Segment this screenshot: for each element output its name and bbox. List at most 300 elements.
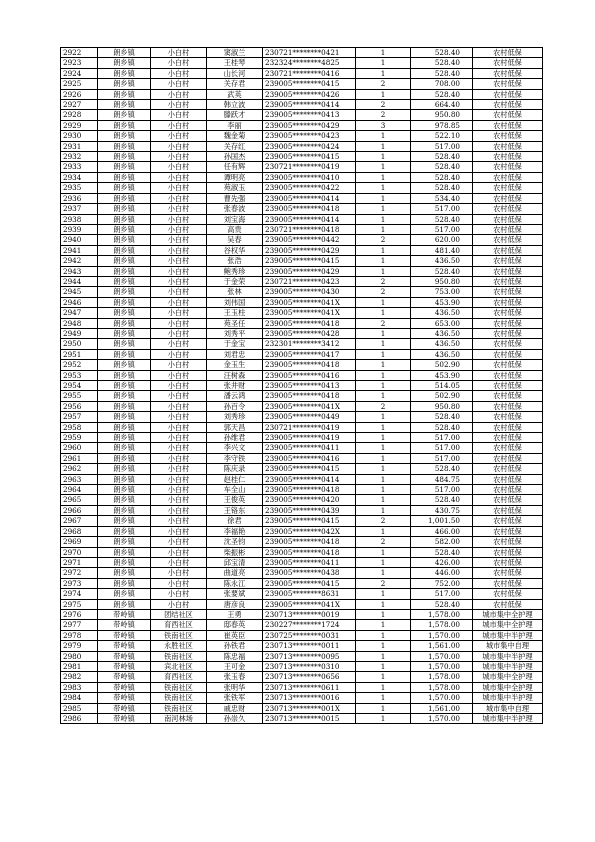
amount-cell: 528.40 xyxy=(411,68,473,78)
amount-cell: 1,570.00 xyxy=(411,661,473,671)
town-cell: 朗乡镇 xyxy=(98,58,151,68)
amount-cell: 453.90 xyxy=(411,370,473,380)
town-cell: 朗乡镇 xyxy=(98,287,151,297)
village-cell: 铁南社区 xyxy=(151,703,207,713)
row-number: 2934 xyxy=(61,172,98,182)
name-cell: 刘宝海 xyxy=(207,214,263,224)
town-cell: 朗乡镇 xyxy=(98,110,151,120)
name-cell: 刘秀平 xyxy=(207,328,263,338)
id-number-cell: 239005********0411 xyxy=(263,443,356,453)
amount-cell: 517.00 xyxy=(411,485,473,495)
town-cell: 朗乡镇 xyxy=(98,391,151,401)
town-cell: 带岭镇 xyxy=(98,703,151,713)
household-count-cell: 1 xyxy=(356,620,411,630)
amount-cell: 1,570.00 xyxy=(411,630,473,640)
household-count-cell: 2 xyxy=(356,235,411,245)
category-cell: 农村低保 xyxy=(473,453,543,463)
name-cell: 李丽 xyxy=(207,120,263,130)
town-cell: 带岭镇 xyxy=(98,620,151,630)
household-count-cell: 1 xyxy=(356,412,411,422)
name-cell: 韩立波 xyxy=(207,100,263,110)
village-cell: 小白村 xyxy=(151,422,207,432)
town-cell: 朗乡镇 xyxy=(98,100,151,110)
category-cell: 农村低保 xyxy=(473,578,543,588)
town-cell: 朗乡镇 xyxy=(98,214,151,224)
town-cell: 带岭镇 xyxy=(98,714,151,724)
household-count-cell: 1 xyxy=(356,172,411,182)
id-number-cell: 230721********0419 xyxy=(263,162,356,172)
name-cell: 滕跃才 xyxy=(207,110,263,120)
row-number: 2985 xyxy=(61,703,98,713)
village-cell: 永胜社区 xyxy=(151,641,207,651)
village-cell: 小白村 xyxy=(151,110,207,120)
table-row xyxy=(61,58,543,68)
table-row xyxy=(61,391,543,401)
category-cell: 农村低保 xyxy=(473,224,543,234)
name-cell: 陈永江 xyxy=(207,578,263,588)
table-row xyxy=(61,599,543,609)
name-cell: 李福艳 xyxy=(207,526,263,536)
row-number: 2944 xyxy=(61,276,98,286)
household-count-cell: 1 xyxy=(356,48,411,58)
id-number-cell: 239005********0415 xyxy=(263,256,356,266)
category-cell: 城市集中全护理 xyxy=(473,609,543,619)
amount-cell: 528.40 xyxy=(411,214,473,224)
village-cell: 小白村 xyxy=(151,131,207,141)
table-row xyxy=(61,453,543,463)
village-cell: 小白村 xyxy=(151,339,207,349)
category-cell: 农村低保 xyxy=(473,297,543,307)
table-row xyxy=(61,48,543,58)
village-cell: 南河林场 xyxy=(151,714,207,724)
village-cell: 小白村 xyxy=(151,318,207,328)
table-row xyxy=(61,370,543,380)
table-row xyxy=(61,183,543,193)
table-row xyxy=(61,235,543,245)
id-number-cell: 239005********0430 xyxy=(263,287,356,297)
name-cell: 邱宝清 xyxy=(207,557,263,567)
name-cell: 张铁军 xyxy=(207,693,263,703)
town-cell: 朗乡镇 xyxy=(98,120,151,130)
id-number-cell: 239005********041X xyxy=(263,401,356,411)
id-number-cell: 239005********8631 xyxy=(263,589,356,599)
village-cell: 小白村 xyxy=(151,58,207,68)
village-cell: 小白村 xyxy=(151,485,207,495)
town-cell: 朗乡镇 xyxy=(98,162,151,172)
table-row xyxy=(61,537,543,547)
household-count-cell: 1 xyxy=(356,152,411,162)
name-cell: 邸春英 xyxy=(207,620,263,630)
town-cell: 朗乡镇 xyxy=(98,537,151,547)
amount-cell: 517.00 xyxy=(411,141,473,151)
village-cell: 小白村 xyxy=(151,557,207,567)
amount-cell: 528.40 xyxy=(411,464,473,474)
amount-cell: 1,570.00 xyxy=(411,693,473,703)
table-row xyxy=(61,557,543,567)
household-count-cell: 1 xyxy=(356,266,411,276)
table-row xyxy=(61,141,543,151)
category-cell: 农村低保 xyxy=(473,58,543,68)
category-cell: 城市集中半护理 xyxy=(473,714,543,724)
table-row xyxy=(61,589,543,599)
name-cell: 唐彦良 xyxy=(207,599,263,609)
name-cell: 于金荣 xyxy=(207,276,263,286)
household-count-cell: 1 xyxy=(356,568,411,578)
id-number-cell: 230713********0015 xyxy=(263,714,356,724)
id-number-cell: 239005********0416 xyxy=(263,453,356,463)
table-row xyxy=(61,224,543,234)
town-cell: 朗乡镇 xyxy=(98,360,151,370)
id-number-cell: 239005********0415 xyxy=(263,578,356,588)
village-cell: 小白村 xyxy=(151,266,207,276)
id-number-cell: 239005********0414 xyxy=(263,474,356,484)
amount-cell: 514.05 xyxy=(411,381,473,391)
village-cell: 小白村 xyxy=(151,256,207,266)
row-number: 2986 xyxy=(61,714,98,724)
village-cell: 小白村 xyxy=(151,204,207,214)
village-cell: 小白村 xyxy=(151,381,207,391)
id-number-cell: 230713********0656 xyxy=(263,672,356,682)
roster-body xyxy=(61,48,543,724)
household-count-cell: 1 xyxy=(356,339,411,349)
household-count-cell: 2 xyxy=(356,287,411,297)
village-cell: 铁南社区 xyxy=(151,693,207,703)
name-cell: 王俊英 xyxy=(207,495,263,505)
row-number: 2928 xyxy=(61,110,98,120)
id-number-cell: 230713********0310 xyxy=(263,661,356,671)
amount-cell: 978.85 xyxy=(411,120,473,130)
row-number: 2950 xyxy=(61,339,98,349)
village-cell: 小白村 xyxy=(151,287,207,297)
household-count-cell: 1 xyxy=(356,682,411,692)
table-row xyxy=(61,110,543,120)
row-number: 2962 xyxy=(61,464,98,474)
amount-cell: 446.00 xyxy=(411,568,473,578)
table-row xyxy=(61,703,543,713)
row-number: 2926 xyxy=(61,89,98,99)
id-number-cell: 239005********0429 xyxy=(263,266,356,276)
household-count-cell: 1 xyxy=(356,547,411,557)
town-cell: 带岭镇 xyxy=(98,609,151,619)
town-cell: 朗乡镇 xyxy=(98,152,151,162)
name-cell: 刘秀珍 xyxy=(207,412,263,422)
amount-cell: 528.40 xyxy=(411,152,473,162)
row-number: 2947 xyxy=(61,308,98,318)
name-cell: 郭天昌 xyxy=(207,422,263,432)
name-cell: 张林 xyxy=(207,287,263,297)
village-cell: 小白村 xyxy=(151,547,207,557)
category-cell: 农村低保 xyxy=(473,339,543,349)
village-cell: 小白村 xyxy=(151,141,207,151)
amount-cell: 517.00 xyxy=(411,443,473,453)
category-cell: 农村低保 xyxy=(473,547,543,557)
town-cell: 朗乡镇 xyxy=(98,578,151,588)
category-cell: 城市集中半护理 xyxy=(473,693,543,703)
town-cell: 朗乡镇 xyxy=(98,235,151,245)
name-cell: 王勇 xyxy=(207,609,263,619)
town-cell: 带岭镇 xyxy=(98,651,151,661)
category-cell: 农村低保 xyxy=(473,79,543,89)
name-cell: 王玉柱 xyxy=(207,308,263,318)
household-count-cell: 2 xyxy=(356,276,411,286)
town-cell: 带岭镇 xyxy=(98,682,151,692)
town-cell: 朗乡镇 xyxy=(98,266,151,276)
name-cell: 陈忠福 xyxy=(207,651,263,661)
amount-cell: 1,561.00 xyxy=(411,703,473,713)
household-count-cell: 1 xyxy=(356,599,411,609)
amount-cell: 481.40 xyxy=(411,245,473,255)
town-cell: 朗乡镇 xyxy=(98,141,151,151)
town-cell: 朗乡镇 xyxy=(98,495,151,505)
town-cell: 带岭镇 xyxy=(98,630,151,640)
table-row xyxy=(61,256,543,266)
town-cell: 朗乡镇 xyxy=(98,183,151,193)
household-count-cell: 1 xyxy=(356,297,411,307)
category-cell: 农村低保 xyxy=(473,214,543,224)
household-count-cell: 1 xyxy=(356,651,411,661)
town-cell: 朗乡镇 xyxy=(98,339,151,349)
category-cell: 农村低保 xyxy=(473,276,543,286)
id-number-cell: 239005********0418 xyxy=(263,391,356,401)
id-number-cell: 239005********0426 xyxy=(263,89,356,99)
table-row xyxy=(61,152,543,162)
category-cell: 农村低保 xyxy=(473,474,543,484)
household-count-cell: 1 xyxy=(356,68,411,78)
name-cell: 李兴文 xyxy=(207,443,263,453)
name-cell: 谷权华 xyxy=(207,245,263,255)
id-number-cell: 232301********3412 xyxy=(263,339,356,349)
id-number-cell: 230713********0011 xyxy=(263,641,356,651)
id-number-cell: 230721********0419 xyxy=(263,422,356,432)
category-cell: 农村低保 xyxy=(473,401,543,411)
amount-cell: 528.40 xyxy=(411,89,473,99)
village-cell: 小白村 xyxy=(151,48,207,58)
name-cell: 车全山 xyxy=(207,485,263,495)
village-cell: 小白村 xyxy=(151,193,207,203)
category-cell: 农村低保 xyxy=(473,505,543,515)
amount-cell: 436.50 xyxy=(411,339,473,349)
town-cell: 朗乡镇 xyxy=(98,485,151,495)
category-cell: 农村低保 xyxy=(473,48,543,58)
village-cell: 铁南社区 xyxy=(151,630,207,640)
table-row xyxy=(61,641,543,651)
household-count-cell: 2 xyxy=(356,578,411,588)
name-cell: 刘伟国 xyxy=(207,297,263,307)
table-row xyxy=(61,433,543,443)
row-number: 2922 xyxy=(61,48,98,58)
id-number-cell: 239005********0414 xyxy=(263,193,356,203)
household-count-cell: 1 xyxy=(356,433,411,443)
id-number-cell: 230721********0416 xyxy=(263,68,356,78)
row-number: 2976 xyxy=(61,609,98,619)
village-cell: 小白村 xyxy=(151,453,207,463)
household-count-cell: 1 xyxy=(356,349,411,359)
household-count-cell: 1 xyxy=(356,641,411,651)
amount-cell: 1,570.00 xyxy=(411,651,473,661)
table-row xyxy=(61,443,543,453)
household-count-cell: 2 xyxy=(356,401,411,411)
amount-cell: 484.75 xyxy=(411,474,473,484)
category-cell: 城市集中全护理 xyxy=(473,682,543,692)
table-row xyxy=(61,381,543,391)
village-cell: 小白村 xyxy=(151,589,207,599)
row-number: 2967 xyxy=(61,516,98,526)
table-row xyxy=(61,464,543,474)
category-cell: 农村低保 xyxy=(473,568,543,578)
row-number: 2954 xyxy=(61,381,98,391)
village-cell: 小白村 xyxy=(151,68,207,78)
row-number: 2930 xyxy=(61,131,98,141)
village-cell: 铁南社区 xyxy=(151,651,207,661)
category-cell: 农村低保 xyxy=(473,110,543,120)
category-cell: 农村低保 xyxy=(473,308,543,318)
village-cell: 小白村 xyxy=(151,599,207,609)
village-cell: 小白村 xyxy=(151,578,207,588)
table-row xyxy=(61,526,543,536)
row-number: 2961 xyxy=(61,453,98,463)
name-cell: 张明华 xyxy=(207,682,263,692)
table-row xyxy=(61,609,543,619)
village-cell: 小白村 xyxy=(151,162,207,172)
name-cell: 关存红 xyxy=(207,141,263,151)
amount-cell: 528.40 xyxy=(411,599,473,609)
amount-cell: 708.00 xyxy=(411,79,473,89)
amount-cell: 1,578.00 xyxy=(411,682,473,692)
row-number: 2952 xyxy=(61,360,98,370)
row-number: 2939 xyxy=(61,224,98,234)
name-cell: 谭明亮 xyxy=(207,172,263,182)
household-count-cell: 1 xyxy=(356,256,411,266)
household-count-cell: 1 xyxy=(356,526,411,536)
category-cell: 农村低保 xyxy=(473,370,543,380)
name-cell: 张井财 xyxy=(207,381,263,391)
amount-cell: 426.00 xyxy=(411,557,473,567)
table-row xyxy=(61,412,543,422)
name-cell: 孙国杰 xyxy=(207,152,263,162)
row-number: 2951 xyxy=(61,349,98,359)
amount-cell: 528.40 xyxy=(411,183,473,193)
table-row xyxy=(61,297,543,307)
row-number: 2943 xyxy=(61,266,98,276)
village-cell: 小白村 xyxy=(151,120,207,130)
household-count-cell: 1 xyxy=(356,308,411,318)
category-cell: 农村低保 xyxy=(473,328,543,338)
table-row xyxy=(61,547,543,557)
amount-cell: 528.40 xyxy=(411,412,473,422)
row-number: 2981 xyxy=(61,661,98,671)
id-number-cell: 239005********0415 xyxy=(263,79,356,89)
town-cell: 朗乡镇 xyxy=(98,308,151,318)
row-number: 2932 xyxy=(61,152,98,162)
town-cell: 朗乡镇 xyxy=(98,328,151,338)
id-number-cell: 239005********041X xyxy=(263,297,356,307)
name-cell: 赵桂仁 xyxy=(207,474,263,484)
category-cell: 农村低保 xyxy=(473,245,543,255)
household-count-cell: 2 xyxy=(356,318,411,328)
name-cell: 高贵 xyxy=(207,224,263,234)
village-cell: 小白村 xyxy=(151,328,207,338)
town-cell: 朗乡镇 xyxy=(98,516,151,526)
town-cell: 朗乡镇 xyxy=(98,256,151,266)
amount-cell: 753.00 xyxy=(411,287,473,297)
name-cell: 徐君 xyxy=(207,516,263,526)
household-count-cell: 2 xyxy=(356,79,411,89)
row-number: 2937 xyxy=(61,204,98,214)
id-number-cell: 239005********0424 xyxy=(263,141,356,151)
amount-cell: 1,578.00 xyxy=(411,620,473,630)
row-number: 2953 xyxy=(61,370,98,380)
row-number: 2960 xyxy=(61,443,98,453)
name-cell: 孙崇久 xyxy=(207,714,263,724)
table-row xyxy=(61,495,543,505)
row-number: 2975 xyxy=(61,599,98,609)
id-number-cell: 230721********0421 xyxy=(263,48,356,58)
id-number-cell: 239005********0423 xyxy=(263,131,356,141)
village-cell: 小白村 xyxy=(151,495,207,505)
household-count-cell: 1 xyxy=(356,360,411,370)
category-cell: 农村低保 xyxy=(473,391,543,401)
row-number: 2977 xyxy=(61,620,98,630)
row-number: 2966 xyxy=(61,505,98,515)
amount-cell: 950.80 xyxy=(411,110,473,120)
table-row xyxy=(61,516,543,526)
household-count-cell: 1 xyxy=(356,328,411,338)
row-number: 2931 xyxy=(61,141,98,151)
id-number-cell: 239005********0411 xyxy=(263,557,356,567)
amount-cell: 436.50 xyxy=(411,328,473,338)
row-number: 2980 xyxy=(61,651,98,661)
row-number: 2941 xyxy=(61,245,98,255)
town-cell: 朗乡镇 xyxy=(98,599,151,609)
row-number: 2968 xyxy=(61,526,98,536)
town-cell: 朗乡镇 xyxy=(98,79,151,89)
amount-cell: 1,578.00 xyxy=(411,672,473,682)
town-cell: 朗乡镇 xyxy=(98,276,151,286)
town-cell: 带岭镇 xyxy=(98,641,151,651)
household-count-cell: 1 xyxy=(356,693,411,703)
name-cell: 金玉生 xyxy=(207,360,263,370)
table-row xyxy=(61,172,543,182)
household-count-cell: 1 xyxy=(356,183,411,193)
table-row xyxy=(61,661,543,671)
id-number-cell: 230725********0031 xyxy=(263,630,356,640)
amount-cell: 534.40 xyxy=(411,193,473,203)
category-cell: 城市集中全护理 xyxy=(473,672,543,682)
amount-cell: 528.40 xyxy=(411,162,473,172)
row-number: 2970 xyxy=(61,547,98,557)
town-cell: 朗乡镇 xyxy=(98,48,151,58)
amount-cell: 430.75 xyxy=(411,505,473,515)
id-number-cell: 239005********041X xyxy=(263,599,356,609)
town-cell: 朗乡镇 xyxy=(98,547,151,557)
category-cell: 农村低保 xyxy=(473,526,543,536)
name-cell: 苑淑玉 xyxy=(207,183,263,193)
amount-cell: 950.80 xyxy=(411,401,473,411)
amount-cell: 466.00 xyxy=(411,526,473,536)
id-number-cell: 239005********0418 xyxy=(263,204,356,214)
category-cell: 农村低保 xyxy=(473,464,543,474)
household-count-cell: 1 xyxy=(356,162,411,172)
name-cell: 武英 xyxy=(207,89,263,99)
household-count-cell: 1 xyxy=(356,505,411,515)
id-number-cell: 239005********0429 xyxy=(263,120,356,130)
row-number: 2946 xyxy=(61,297,98,307)
table-row xyxy=(61,266,543,276)
amount-cell: 522.10 xyxy=(411,131,473,141)
village-cell: 宾北社区 xyxy=(151,661,207,671)
table-row xyxy=(61,693,543,703)
name-cell: 戚忠财 xyxy=(207,703,263,713)
